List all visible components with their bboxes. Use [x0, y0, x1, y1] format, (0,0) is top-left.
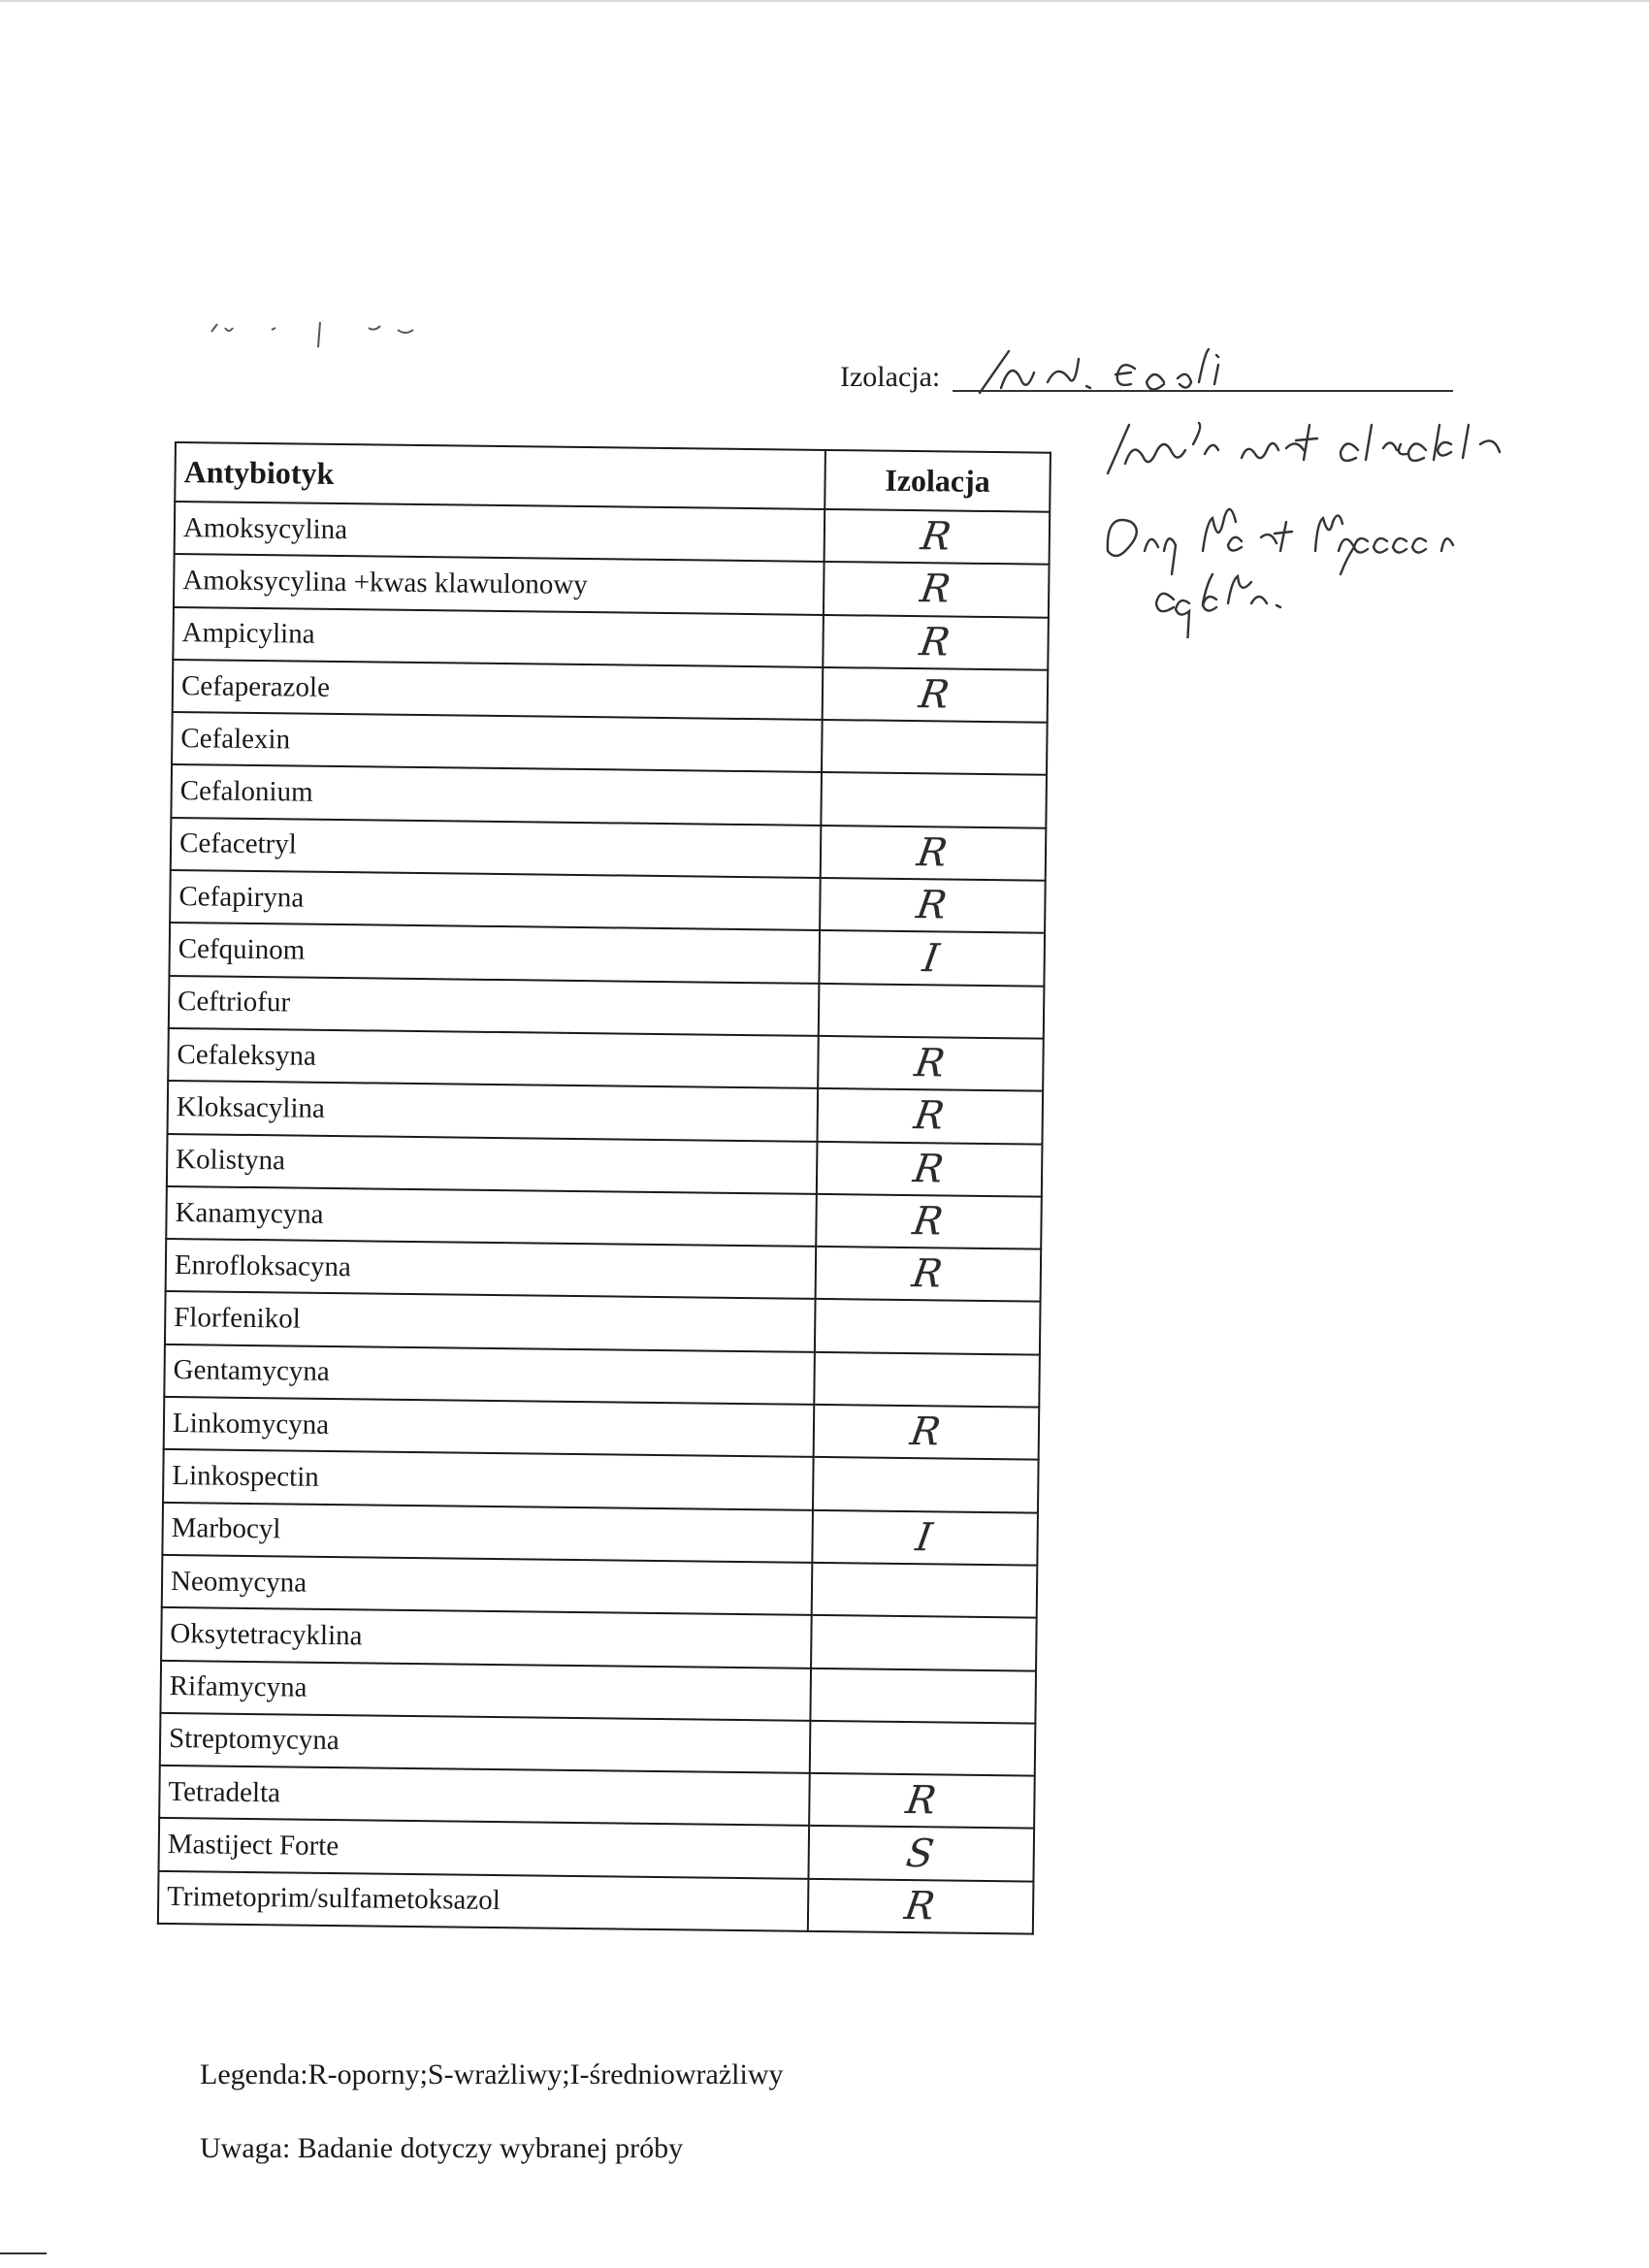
isolate-result-cell: [812, 1563, 1038, 1618]
handwritten-result: R: [910, 1146, 949, 1192]
isolate-result-cell: [822, 720, 1048, 775]
antibiotic-name: Linkomycyna: [164, 1397, 815, 1457]
table-row: [158, 1871, 1034, 1934]
isolate-result-cell: [813, 1457, 1039, 1512]
isolate-result-cell: [814, 1405, 1040, 1460]
isolate-result-cell: [815, 1299, 1041, 1354]
isolate-result-cell: [823, 667, 1049, 723]
isolate-result-cell: [812, 1510, 1038, 1566]
isolate-result-cell: [820, 878, 1046, 933]
antibiotic-name: Cefalonium: [171, 764, 822, 825]
column-header-antibiotic: Antybiotyk: [175, 442, 825, 509]
handwritten-result: R: [913, 883, 952, 928]
handwritten-result: R: [909, 1199, 949, 1245]
antibiotic-name: Streptomycyna: [160, 1713, 811, 1773]
antibiotic-name: Enrofloksacyna: [166, 1239, 817, 1299]
antibiotic-name: Cefalexin: [172, 712, 823, 772]
antibiotic-name: Kolistyna: [167, 1134, 818, 1194]
antibiotic-name: Cefapiryna: [170, 870, 821, 930]
antibiotic-table: [157, 441, 1051, 1935]
faint-handwriting-mark: [204, 308, 475, 357]
legend-text: Legenda:R-oporny;S-wrażliwy;I-średniowrażliwy: [200, 2058, 784, 2090]
isolate-result-cell: [821, 772, 1047, 827]
antibiotic-name: Linkospectin: [163, 1449, 814, 1509]
antibiotic-name: Cefacetryl: [171, 818, 822, 878]
handwritten-result: S: [903, 1831, 939, 1876]
antibiotic-name: Gentamycyna: [164, 1345, 815, 1405]
isolate-result-cell: [818, 1036, 1044, 1091]
handwritten-isolate-mark: [970, 340, 1280, 407]
handwritten-result: R: [918, 514, 956, 560]
isolate-result-cell: [809, 1773, 1035, 1829]
antibiotic-name: Neomycyna: [162, 1555, 813, 1615]
antibiotic-name: Cefquinom: [169, 923, 820, 983]
scan-corner-mark: [0, 2252, 47, 2254]
isolate-result-cell: [816, 1247, 1042, 1302]
antibiotic-name: Florfenikol: [165, 1291, 816, 1351]
isolate-result-cell: [819, 930, 1045, 986]
isolate-result-cell: [808, 1879, 1034, 1934]
handwritten-result: R: [917, 567, 955, 612]
isolate-result-cell: [808, 1826, 1034, 1881]
antibiotic-name: Amoksycylina: [175, 502, 825, 562]
handwritten-result: I: [920, 935, 945, 981]
isolate-label: Izolacja:: [840, 361, 941, 393]
handwritten-result: R: [914, 830, 953, 876]
isolate-result-cell: [824, 562, 1050, 617]
handwritten-result: R: [911, 1041, 951, 1086]
isolate-result-cell: [823, 615, 1049, 670]
isolate-result-cell: [810, 1668, 1036, 1723]
antibiotic-name: Amoksycylina +kwas klawulonowy: [174, 554, 824, 614]
handwritten-result: R: [902, 1778, 941, 1824]
handwritten-result: R: [909, 1251, 948, 1297]
handwritten-result: R: [916, 672, 954, 718]
antibiotic-name: Oksytetracyklina: [161, 1607, 812, 1668]
isolate-result-cell: [811, 1615, 1037, 1670]
antibiotic-name: Kanamycyna: [166, 1186, 817, 1247]
isolate-result-cell: [810, 1721, 1036, 1776]
antibiotic-name: Kloksacylina: [168, 1081, 819, 1141]
antibiotic-name: Mastiject Forte: [159, 1818, 810, 1878]
antibiotic-name: Cefaleksyna: [168, 1028, 819, 1088]
isolate-result-cell: [817, 1088, 1043, 1144]
antibiotic-name: Ampicylina: [173, 607, 824, 667]
handwritten-note-mark: [1096, 405, 1639, 638]
isolate-result-cell: [821, 826, 1047, 881]
isolate-result-cell: [816, 1194, 1042, 1249]
remark-text: Uwaga: Badanie dotyczy wybranej próby: [200, 2132, 684, 2164]
handwritten-result: R: [901, 1883, 940, 1929]
handwritten-result: R: [907, 1409, 946, 1455]
antibiotic-name: Trimetoprim/sulfametoksazol: [158, 1871, 809, 1931]
isolate-result-cell: [817, 1141, 1043, 1196]
antibiotic-name: Rifamycyna: [160, 1660, 811, 1720]
table-header-row: [175, 442, 1051, 512]
scan-edge: [0, 0, 1649, 2]
isolate-result-cell: [819, 984, 1045, 1039]
isolate-result-cell: [814, 1352, 1040, 1408]
column-header-isolate: Izolacja: [824, 450, 1051, 512]
antibiotic-name: Cefaperazole: [173, 660, 824, 720]
antibiotic-name: Tetradelta: [159, 1766, 810, 1826]
handwritten-result: R: [917, 619, 955, 665]
antibiotic-name: Marbocyl: [162, 1503, 813, 1563]
antibiotic-name: Ceftriofur: [169, 976, 820, 1036]
isolate-result-cell: [824, 509, 1051, 565]
handwritten-result: R: [911, 1093, 950, 1139]
handwritten-result: I: [913, 1514, 938, 1561]
